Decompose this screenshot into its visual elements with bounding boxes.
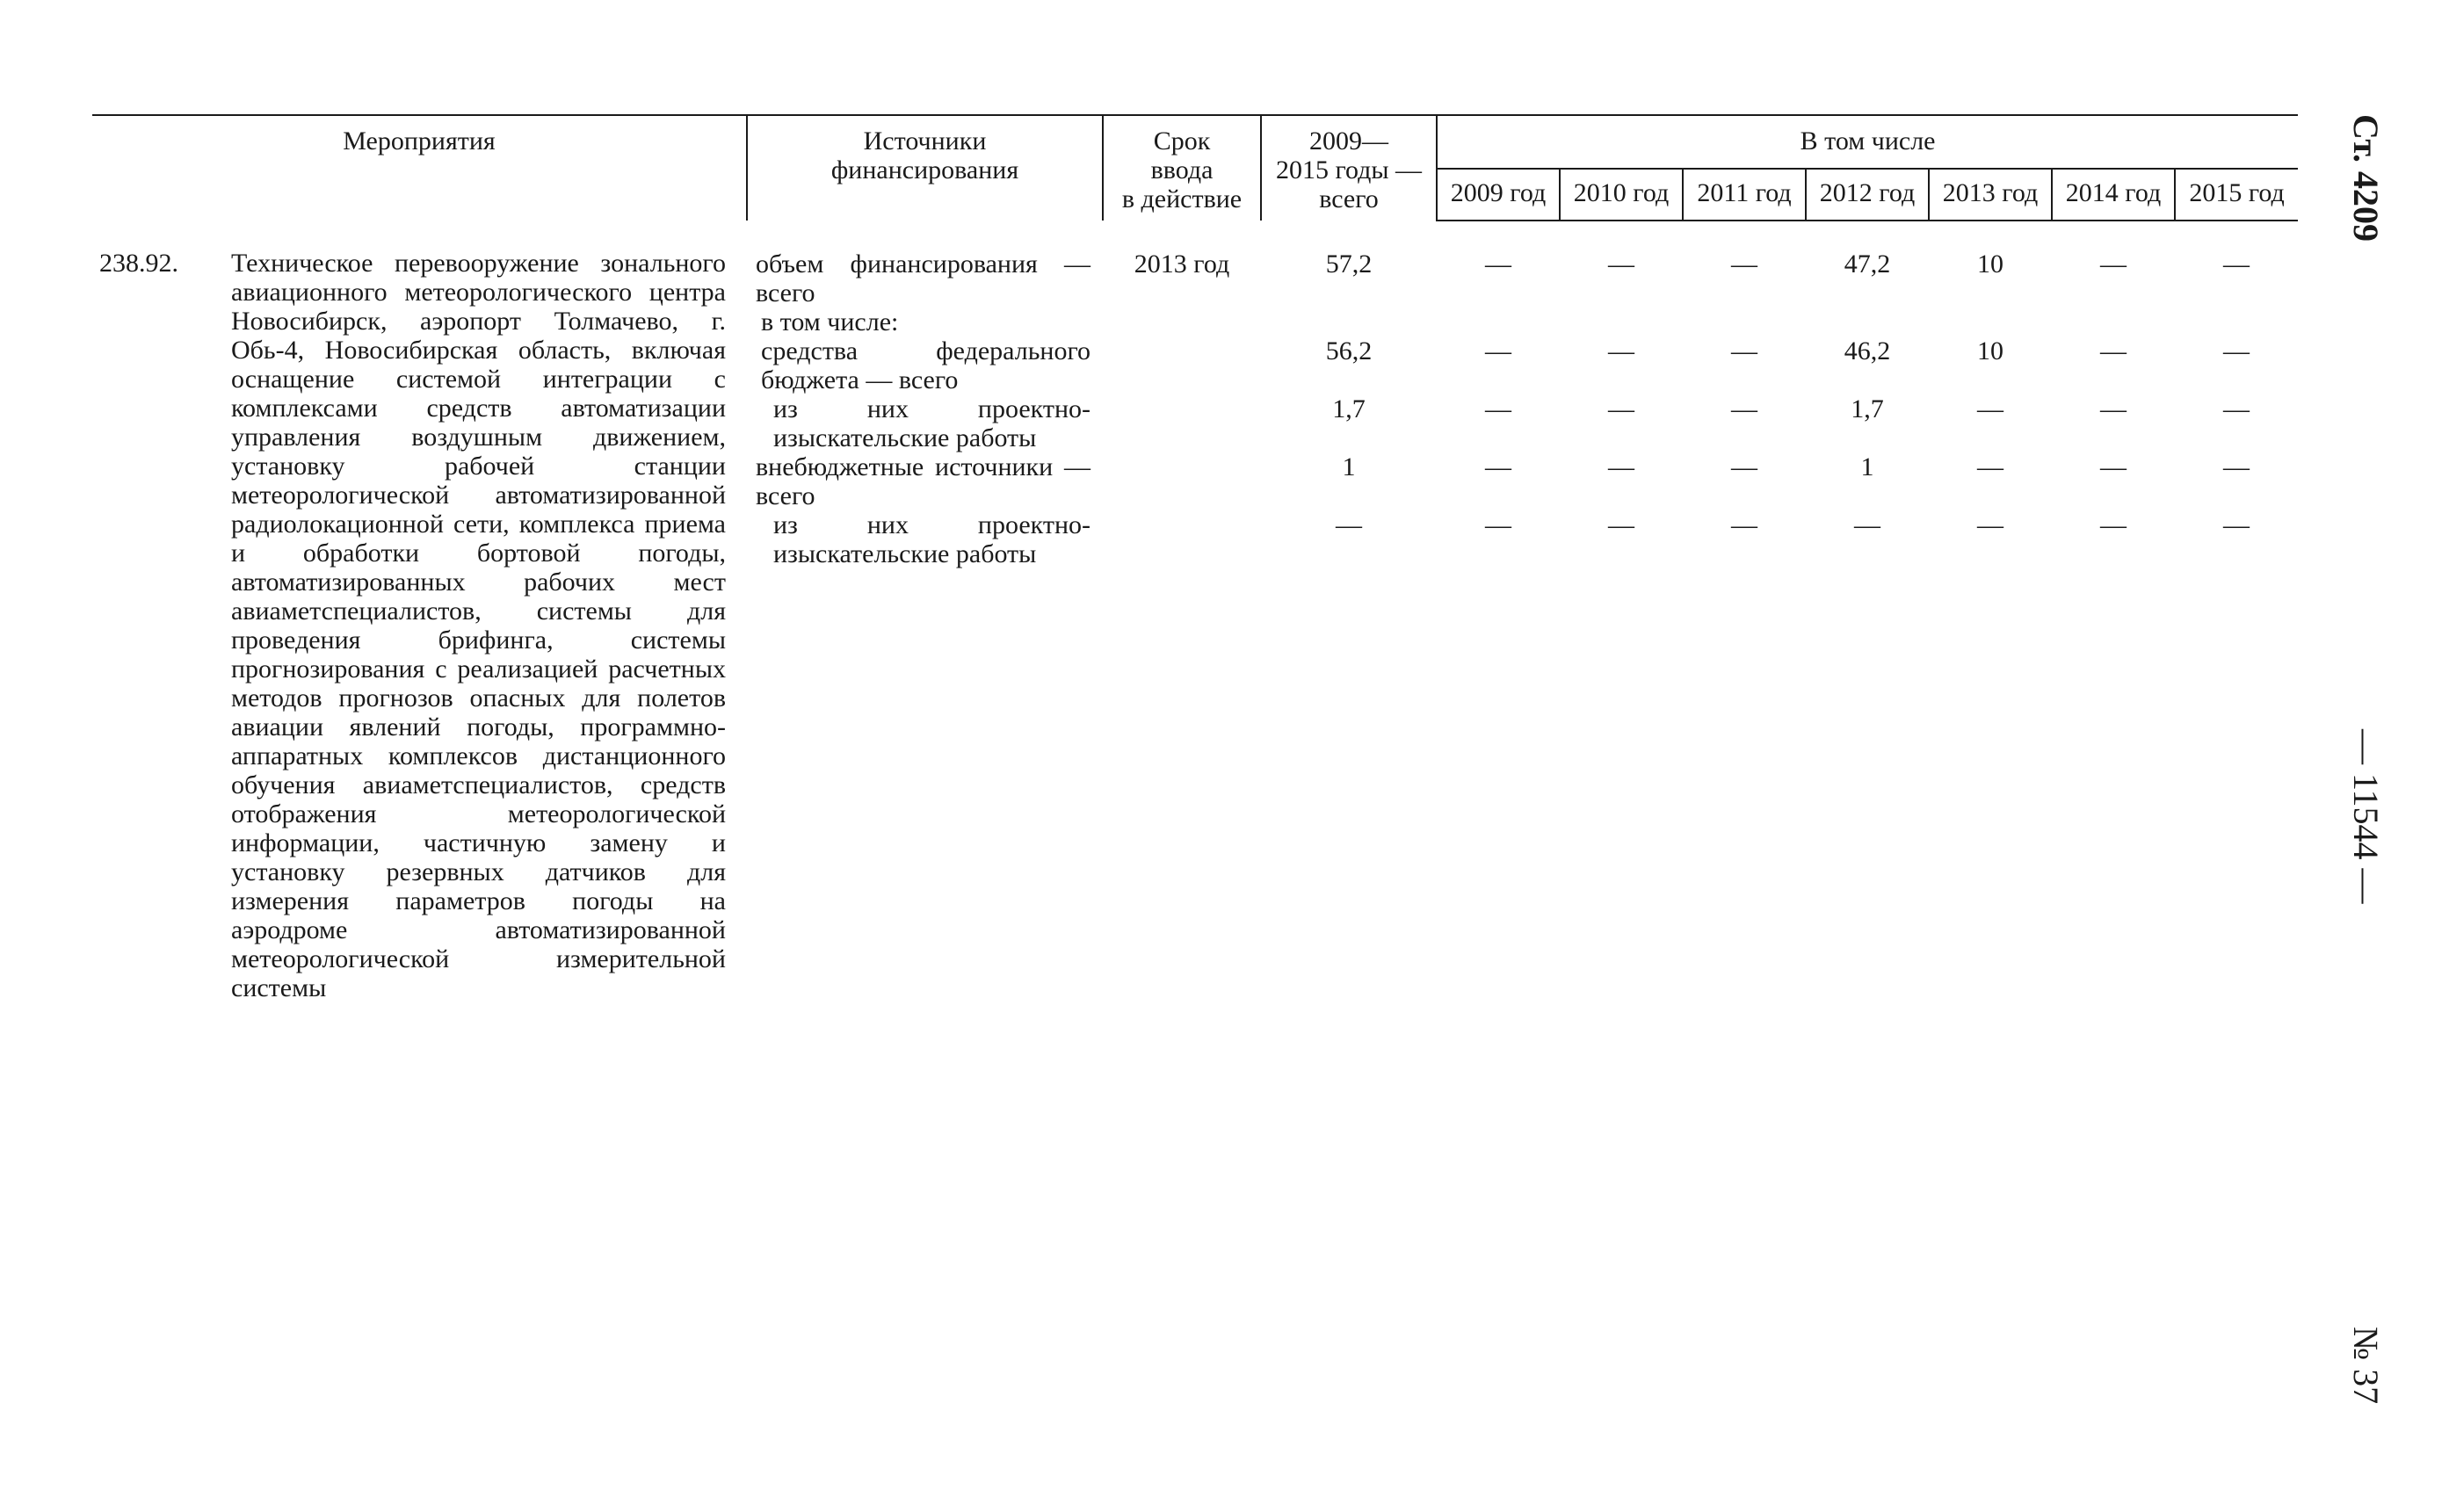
year-value: — xyxy=(1977,394,2004,423)
source-label: объем финансирования — всего xyxy=(756,250,1091,307)
year-value: — xyxy=(1608,250,1635,279)
year-value: — xyxy=(2223,394,2250,423)
total-value: 56,2 xyxy=(1325,336,1373,365)
header-total: 2009— 2015 годы — всего xyxy=(1261,115,1437,221)
entry-number: 238.92. xyxy=(99,249,178,278)
source-label: внебюджетные источники — всего xyxy=(756,452,1091,510)
year-value: — xyxy=(1485,510,1512,539)
year-value: 10 xyxy=(1977,336,2004,365)
financing-row xyxy=(747,510,2298,568)
year-value: — xyxy=(1731,452,1758,481)
year-value: — xyxy=(1485,250,1512,279)
year-value: — xyxy=(2223,452,2250,481)
year-value: — xyxy=(1608,510,1635,539)
deadline-value: 2013 год xyxy=(1134,250,1230,279)
year-value: — xyxy=(2100,452,2127,481)
year-value: 1 xyxy=(1860,452,1874,481)
financing-row xyxy=(747,250,2298,307)
year-value: — xyxy=(1608,394,1635,423)
source-label: из них проектно-изыскательские работы xyxy=(773,394,1091,452)
header-deadline: Срок ввода в действие xyxy=(1103,115,1261,221)
year-value: — xyxy=(2223,336,2250,365)
page-margin xyxy=(2344,114,2397,1432)
header-year-2015: 2015 год xyxy=(2175,169,2298,221)
issue-number: № 37 xyxy=(2346,1327,2386,1405)
year-value: 10 xyxy=(1977,250,2004,279)
year-value: — xyxy=(1731,336,1758,365)
financing-row xyxy=(747,394,2298,452)
total-value: 1 xyxy=(1342,452,1356,481)
year-value: 47,2 xyxy=(1844,250,1891,279)
total-value: — xyxy=(1336,510,1363,539)
source-label: из них проектно-изыскательские работы xyxy=(773,510,1091,568)
year-value: — xyxy=(1854,510,1881,539)
page-number: — 11544 — xyxy=(2346,729,2386,904)
year-value: — xyxy=(2100,510,2127,539)
year-value: — xyxy=(1731,250,1758,279)
financing-breakdown xyxy=(747,250,2298,568)
year-value: — xyxy=(1731,394,1758,423)
year-value: — xyxy=(1977,452,2004,481)
header-year-2014: 2014 год xyxy=(2052,169,2175,221)
header-year-2012: 2012 год xyxy=(1806,169,1929,221)
measures-table xyxy=(92,114,2298,1002)
year-value: — xyxy=(1731,510,1758,539)
financing-row xyxy=(747,336,2298,394)
year-value: — xyxy=(2100,394,2127,423)
year-value: — xyxy=(2223,250,2250,279)
header-year-2013: 2013 год xyxy=(1929,169,2052,221)
header-measures: Мероприятия xyxy=(92,115,747,221)
year-value: — xyxy=(2223,510,2250,539)
header-year-2010: 2010 год xyxy=(1560,169,1683,221)
year-value: — xyxy=(2100,250,2127,279)
year-value: — xyxy=(2100,336,2127,365)
year-value: 1,7 xyxy=(1851,394,1884,423)
table-row xyxy=(92,221,2298,1002)
year-value: — xyxy=(1485,452,1512,481)
header-including: В том числе xyxy=(1437,115,2298,169)
financing-row xyxy=(747,307,2298,336)
total-value: 57,2 xyxy=(1325,250,1373,279)
year-value: — xyxy=(1485,336,1512,365)
year-value: 46,2 xyxy=(1844,336,1891,365)
header-sources: Источники финансирования xyxy=(747,115,1103,221)
entry-description: Техническое перевооружение зонального авиационного метеорологического центра Новосибирск, аэропорт Толмачево, г. Обь-4, Новосибирская область, включая оснащение системой интеграции с комплексами средств автоматизации управления воздушным движением, установку рабочей станции метеорологической автоматизированной радиолокационной сети, комплекса приема и обработки бортовой погоды, автоматизированных рабочих мест авиаметспециалистов, системы для проведения брифинга, системы прогнозирования с реализацией расчетных методов прогнозов опасных для полетов авиации явлений погоды, программно-аппаратных комплексов дистанционного обучения авиаметспециалистов, средств отображения метеорологической информации, частичную замену и установку резервных датчиков для измерения параметров погоды на аэродроме автоматизированной метеорологической измерительной системы xyxy=(231,249,726,1002)
source-label: в том числе: xyxy=(761,307,899,336)
year-value: — xyxy=(1485,394,1512,423)
year-value: — xyxy=(1977,510,2004,539)
year-value: — xyxy=(1608,336,1635,365)
header-year-2009: 2009 год xyxy=(1437,169,1560,221)
entry-text xyxy=(92,221,747,1002)
source-label: средства федерального бюджета — всего xyxy=(761,336,1091,394)
page-reference: Ст. 4209 xyxy=(2346,114,2386,242)
total-value: 1,7 xyxy=(1332,394,1366,423)
year-value: — xyxy=(1608,452,1635,481)
financing-row xyxy=(747,452,2298,510)
header-year-2011: 2011 год xyxy=(1683,169,1806,221)
